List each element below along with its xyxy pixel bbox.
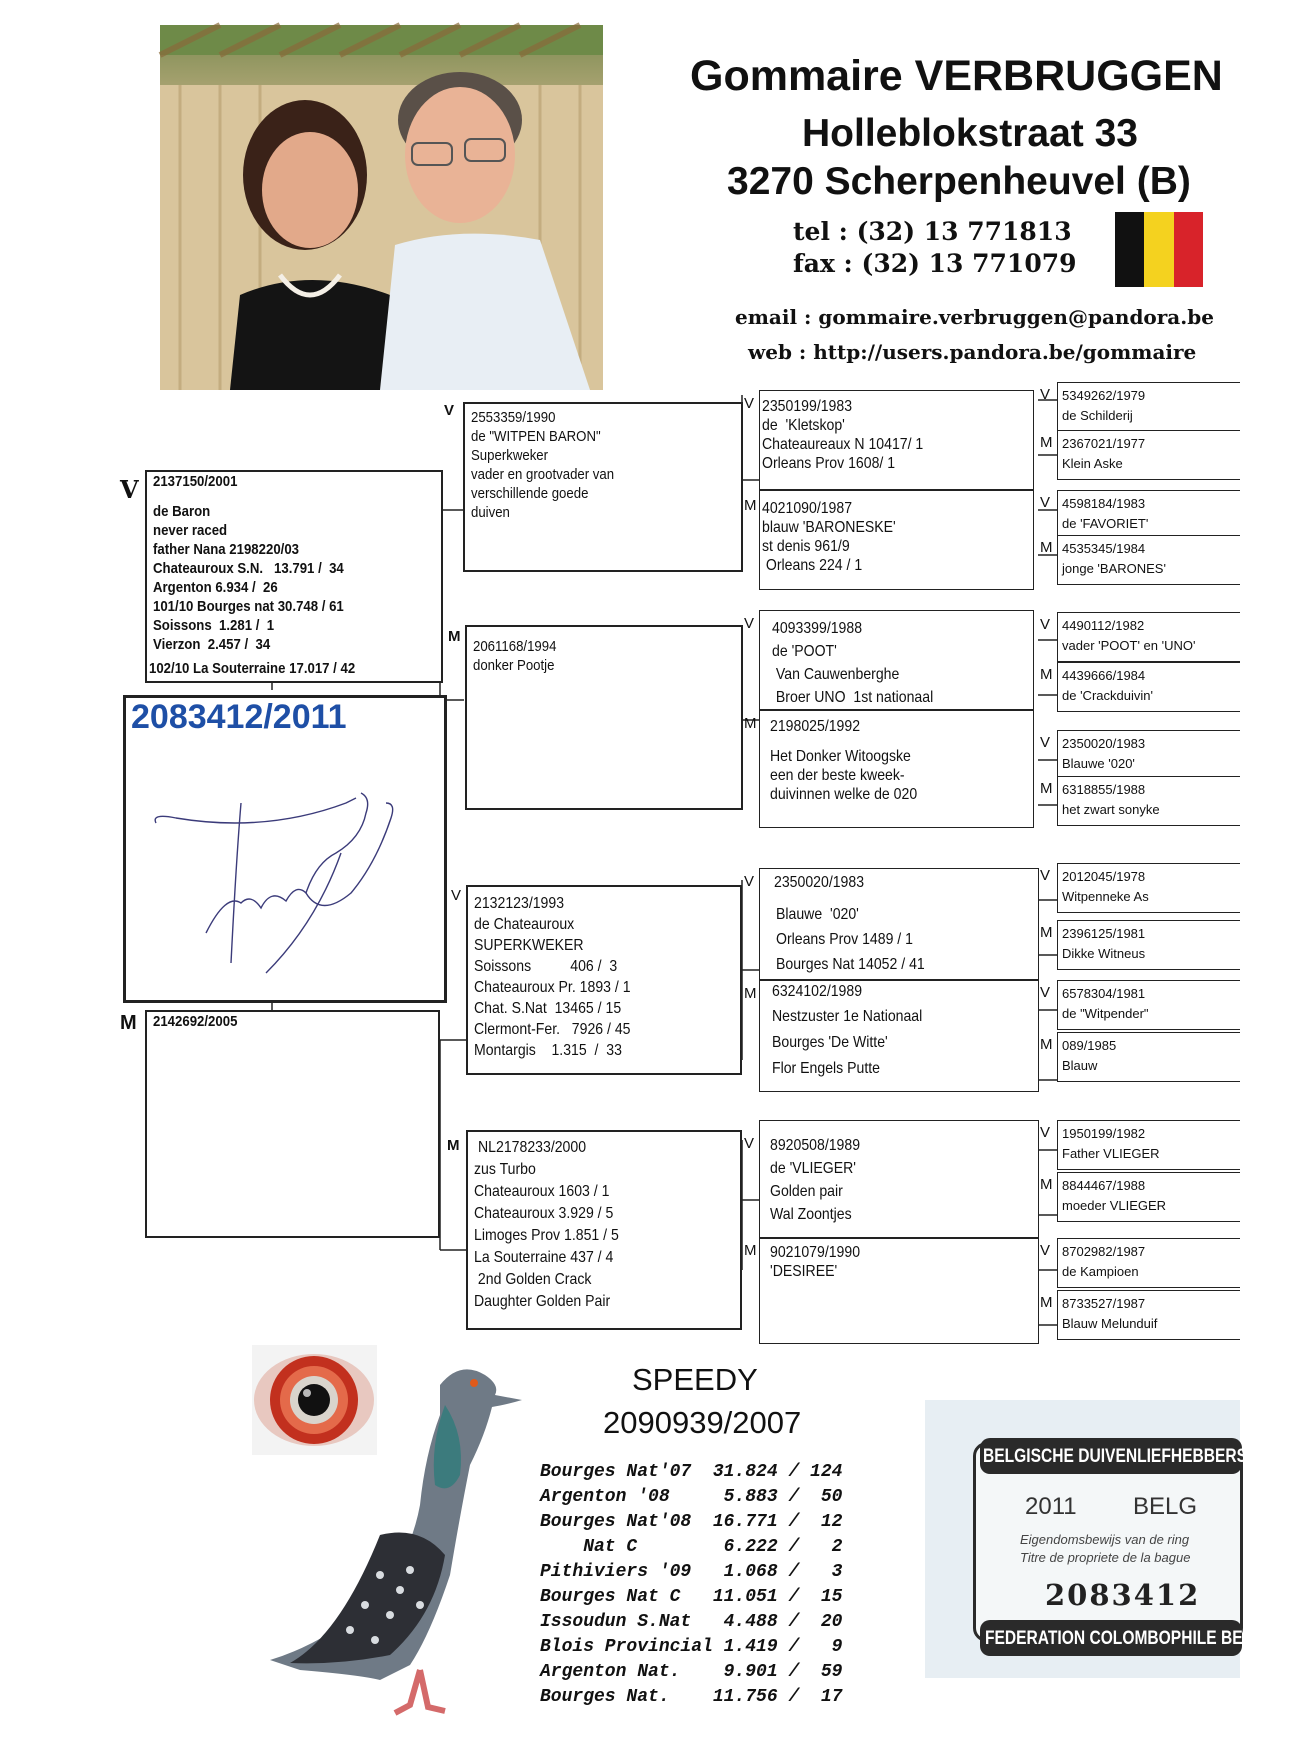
result-value: 6.222 / 2 [702,1537,843,1557]
gen4-ring: 6578304/1981 [1062,986,1146,1001]
owner-fax: fax : (32) 13 771079 [793,249,1077,278]
gen3-ring: 8920508/1989 [770,1137,861,1154]
gen3-box-8 [759,1238,1039,1344]
result-value: 1.068 / 3 [702,1562,843,1582]
gen2-marker-2: M [448,628,461,645]
gen3-details: de 'VLIEGER' Golden pair Wal Zoontjes [770,1160,856,1223]
result-race: Bourges Nat. [540,1687,703,1707]
result-row [540,1535,842,1560]
gen2-marker-4: M [447,1137,460,1154]
gen2-ring: NL2178233/2000 [478,1139,587,1156]
gen4-marker: V [1040,1124,1051,1141]
gen2-details: donker Pootje [473,657,555,674]
gen4-box [1057,920,1240,970]
gen4-box [1057,662,1240,712]
gen4-box [1057,1238,1240,1288]
gen3-box-7 [759,1120,1039,1238]
gen2-box-2 [465,625,743,810]
gen4-box [1057,1172,1240,1222]
gen2-marker-1: V [444,402,455,419]
result-row [540,1560,842,1585]
gen3-marker-2: M [744,497,757,514]
result-value: 4.488 / 20 [702,1612,843,1632]
gen3-details: Nestzuster 1e Nationaal Bourges 'De Witte' Flor Engels Putte [772,1008,923,1077]
result-row [540,1660,842,1685]
result-row [540,1460,842,1485]
result-race: Bourges Nat'07 [540,1462,703,1482]
gen4-marker: V [1040,1242,1051,1259]
gen3-box-4 [759,710,1034,828]
gen4-box [1057,863,1240,913]
gen4-name: Blauw [1062,1058,1098,1073]
gen4-ring: 2367021/1977 [1062,436,1146,451]
gen4-box [1057,980,1240,1030]
owner-signature [146,743,406,983]
gen4-name: moeder VLIEGER [1062,1198,1167,1213]
result-row [540,1685,842,1710]
gen4-ring: 4439666/1984 [1062,668,1146,683]
gen3-ring: 4093399/1988 [772,620,863,637]
speedy-ring: 2090939/2007 [603,1405,802,1440]
gen4-name: Klein Aske [1062,456,1123,471]
gen4-name: Witpenneke As [1062,889,1149,904]
gen3-marker-5: V [744,873,755,890]
result-race: Argenton '08 [540,1487,703,1507]
gen4-box [1057,1032,1240,1082]
gen4-name: de 'FAVORIET' [1062,516,1149,531]
gen4-box [1057,612,1240,662]
cert-line2: Titre de propriete de la bague [1020,1550,1191,1565]
gen4-box [1057,1120,1240,1170]
gen4-marker: V [1040,734,1051,751]
result-race: Issoudun S.Nat [540,1612,703,1632]
gen3-box-5 [759,868,1039,980]
gen3-marker-7: V [744,1135,755,1152]
gen4-box [1057,776,1240,826]
result-race: Argenton Nat. [540,1662,703,1682]
gen4-marker: M [1040,1176,1053,1193]
gen3-marker-3: V [744,615,755,632]
cert-line1: Eigendomsbewijs van de ring [1020,1532,1190,1547]
gen3-ring: 6324102/1989 [772,983,863,1000]
gen3-details: 'DESIREE' [770,1263,838,1280]
gen2-ring: 2553359/1990 [471,409,556,426]
gen3-box-1 [759,390,1034,490]
gen4-name: vader 'POOT' en 'UNO' [1062,638,1196,653]
gen3-ring: 4021090/1987 [762,500,853,517]
gen4-ring: 4535345/1984 [1062,541,1146,556]
result-race: Bourges Nat'08 [540,1512,703,1532]
gen4-name: het zwart sonyke [1062,802,1160,817]
result-value: 31.824 / 124 [702,1462,843,1482]
dam-ring: 2142692/2005 [153,1013,238,1030]
gen4-name: de 'Crackduivin' [1062,688,1153,703]
gen4-ring: 4490112/1982 [1062,618,1145,633]
cert-country: BELG [1133,1493,1198,1520]
gen4-marker: V [1040,494,1051,511]
gen3-box-3 [759,610,1034,710]
gen4-box [1057,535,1240,585]
gen4-ring: 8733527/1987 [1062,1296,1146,1311]
gen4-name: jonge 'BARONES' [1062,561,1166,576]
gen3-ring: 9021079/1990 [770,1244,861,1261]
gen4-ring: 8844467/1988 [1062,1178,1146,1193]
pigeon-photo [260,1345,545,1715]
owner-street: Holleblokstraat 33 [802,112,1138,155]
gen4-ring: 5349262/1979 [1062,388,1146,403]
gen4-name: Dikke Witneus [1062,946,1146,961]
gen4-name: Father VLIEGER [1062,1146,1160,1161]
gen4-marker: M [1040,1036,1053,1053]
gen4-name: de Schilderij [1062,408,1133,423]
sire-ring: 2137150/2001 [153,473,238,490]
gen4-ring: 4598184/1983 [1062,496,1146,511]
gen2-ring: 2061168/1994 [473,638,557,655]
gen2-details: de "WITPEN BARON" Superkweker vader en grootvader van verschillende goede duiven [471,428,615,521]
result-race: Blois Provincial [540,1637,713,1657]
sire-marker: V [120,475,139,504]
ownership-certificate [925,1400,1293,1678]
result-value: 11.756 / 17 [702,1687,843,1707]
gen2-box-4 [466,1130,742,1330]
gen3-box-2 [759,490,1034,590]
gen3-ring: 2350199/1983 [762,398,853,415]
result-row [540,1610,842,1635]
result-value: 11.051 / 15 [702,1587,843,1607]
gen2-marker-3: V [451,887,462,904]
gen4-name: Blauw Melunduif [1062,1316,1158,1331]
gen4-ring: 1950199/1982 [1062,1126,1146,1141]
gen4-box [1057,730,1240,780]
gen2-ring: 2132123/1993 [474,895,565,912]
gen4-ring: 6318855/1988 [1062,782,1146,797]
owner-city: 3270 Scherpenheuvel (B) [727,160,1191,203]
gen4-marker: V [1040,386,1051,403]
result-race: Pithiviers '09 [540,1562,703,1582]
gen4-box [1057,382,1240,432]
owner-email: email : gommaire.verbruggen@pandora.be [735,305,1214,329]
dam-marker: M [120,1012,137,1034]
subject-ring: 2083412/2011 [131,698,347,736]
gen4-marker: M [1040,539,1053,556]
gen4-ring: 089/1985 [1062,1038,1117,1053]
cert-top: BELGISCHE DUIVENLIEFHEBBERSBOND [983,1446,1293,1467]
gen4-marker: V [1040,984,1051,1001]
result-row [540,1485,842,1510]
gen3-marker-1: V [744,395,755,412]
result-value: 5.883 / 50 [702,1487,843,1507]
cert-year: 2011 [1025,1493,1077,1520]
owner-name: Gommaire VERBRUGGEN [690,52,1223,100]
gen3-box-6 [759,980,1039,1092]
dam-box [145,1010,440,1238]
owner-web: web : http://users.pandora.be/gommaire [748,340,1197,364]
gen3-marker-8: M [744,1242,757,1259]
gen4-ring: 2012045/1978 [1062,869,1146,884]
gen2-box-1 [463,402,743,572]
gen3-ring: 2198025/1992 [770,718,861,735]
owner-tel: tel : (32) 13 771813 [793,217,1072,246]
speedy-results [540,1460,842,1710]
result-row [540,1635,842,1660]
gen4-ring: 8702982/1987 [1062,1244,1146,1259]
gen4-ring: 2350020/1983 [1062,736,1146,751]
cert-number: 2083412 [1045,1578,1201,1612]
result-value: 16.771 / 12 [702,1512,843,1532]
gen3-details: de 'POOT' Van Cauwenberghe Broer UNO 1st nationaal [772,643,934,706]
gen2-box-3 [466,885,742,1075]
result-row [540,1510,842,1535]
gen4-ring: 2396125/1981 [1062,926,1146,941]
gen2-details: de Chateauroux SUPERKWEKER Soissons 406 / 3 Chateauroux Pr. 1893 / 1 Chat. S.Nat 13465 / 15 Clermont-Fer. 7926 / 45 Montargis 1.315 / 33 [474,916,631,1059]
gen3-marker-4: M [744,715,757,732]
speedy-name: SPEEDY [632,1362,758,1397]
gen3-details: Het Donker Witoogske een der beste kweek- duivinnen welke de 020 [770,748,918,803]
gen3-ring: 2350020/1983 [774,874,865,891]
gen4-marker: V [1040,867,1051,884]
result-value: 1.419 / 9 [712,1637,843,1657]
gen3-details: de 'Kletskop' Chateaureaux N 10417/ 1 Orleans Prov 1608/ 1 [762,417,924,472]
result-race: Bourges Nat C [540,1587,703,1607]
sire-details: de Baron never raced father Nana 2198220/03 Chateauroux S.N. 13.791 / 34 Argenton 6.934 / 26 101/10 Bourges nat 30.748 / 61 Soissons 1.281 / 1 Vierzon 2.457 / 34 [153,503,344,653]
subject-box [123,695,447,1003]
gen3-details: blauw 'BARONESKE' st denis 961/9 Orleans 224 / 1 [762,519,896,574]
gen4-marker: M [1040,924,1053,941]
gen4-marker: M [1040,780,1053,797]
result-race: Nat C [540,1537,703,1557]
gen4-marker: M [1040,434,1053,451]
result-row [540,1585,842,1610]
gen3-marker-6: M [744,985,757,1002]
gen4-name: Blauwe '020' [1062,756,1135,771]
gen4-box [1057,490,1240,540]
gen4-marker: V [1040,616,1051,633]
gen4-marker: M [1040,666,1053,683]
gen4-name: de Kampioen [1062,1264,1139,1279]
gen4-marker: M [1040,1294,1053,1311]
sire-box [145,470,443,683]
result-value: 9.901 / 59 [702,1662,843,1682]
cert-bottom: FEDERATION COLOMBOPHILE BELGE [985,1628,1275,1649]
sire-last-result: 102/10 La Souterraine 17.017 / 42 [149,660,356,677]
gen3-details: Blauwe '020' Orleans Prov 1489 / 1 Bourges Nat 14052 / 41 [776,906,925,973]
gen4-box [1057,430,1240,480]
gen4-name: de "Witpender" [1062,1006,1149,1021]
gen2-details: zus Turbo Chateauroux 1603 / 1 Chateauroux 3.929 / 5 Limoges Prov 1.851 / 5 La Souterraine 437 / 4 2nd Golden Crack Daughter Golden Pair [474,1161,619,1310]
gen4-box [1057,1290,1240,1340]
